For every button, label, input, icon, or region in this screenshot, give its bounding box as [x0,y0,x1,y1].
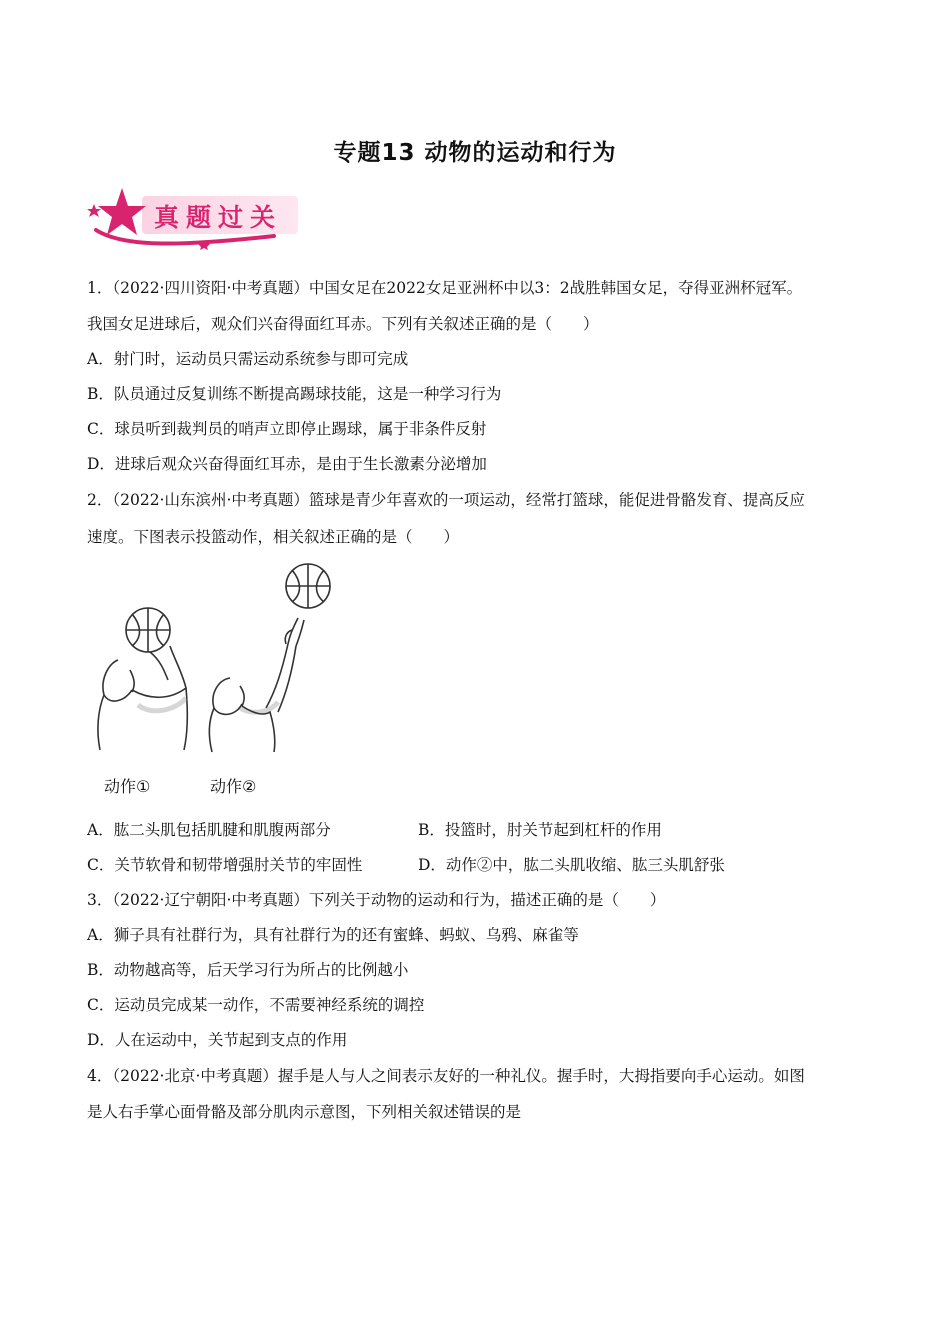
q4-stem-line1: 4．（2022·北京·中考真题）握手是人与人之间表示友好的一种礼仪。握手时，大拇指要向手心运动。如图 [87,1067,805,1085]
q2-option-a: A．肱二头肌包括肌腱和肌腹两部分 [87,821,331,839]
q3-stem-line1: 3．（2022·辽宁朝阳·中考真题）下列关于动物的运动和行为，描述正确的是（ ） [87,891,666,909]
q1-stem-line2: 我国女足进球后，观众们兴奋得面红耳赤。下列有关叙述正确的是（ ） [87,315,599,333]
q3-option-b: B．动物越高等，后天学习行为所占的比例越小 [87,961,409,979]
shooting-illustration [90,560,350,770]
q2-option-b: B．投篮时，肘关节起到杠杆的作用 [418,821,662,839]
q2-stem-line2: 速度。下图表示投篮动作，相关叙述正确的是（ ） [87,528,460,546]
q2-stem-line1: 2．（2022·山东滨州·中考真题）篮球是青少年喜欢的一项运动，经常打篮球，能促进骨骼发育、提高反应 [87,491,805,509]
basketball-figure [90,560,350,810]
q1-option-b: B．队员通过反复训练不断提高踢球技能，这是一种学习行为 [87,385,502,403]
q3-option-a: A．狮子具有社群行为，具有社群行为的还有蜜蜂、蚂蚁、乌鸦、麻雀等 [87,926,579,944]
section-banner [84,186,304,250]
figure-caption-2: 动作② [210,777,257,796]
page-title: 专题13 动物的运动和行为 [333,140,617,166]
q2-option-d: D．动作②中，肱二头肌收缩、肱三头肌舒张 [418,856,725,874]
q3-option-c: C．运动员完成某一动作，不需要神经系统的调控 [87,996,425,1014]
banner-label: 真题过关 [154,203,283,232]
q1-option-c: C．球员听到裁判员的哨声立即停止踢球，属于非条件反射 [87,420,487,438]
q3-option-d: D．人在运动中，关节起到支点的作用 [87,1031,348,1049]
q1-stem-line1: 1．（2022·四川资阳·中考真题）中国女足在2022女足亚洲杯中以3：2战胜韩国女足，夺得亚洲杯冠军。 [87,279,803,297]
q1-option-a: A．射门时，运动员只需运动系统参与即可完成 [87,350,409,368]
figure-caption-1: 动作① [104,777,151,796]
q4-stem-line2: 是人右手掌心面骨骼及部分肌肉示意图，下列相关叙述错误的是 [87,1103,522,1121]
q1-option-d: D．进球后观众兴奋得面红耳赤，是由于生长激素分泌增加 [87,455,487,473]
q2-option-c: C．关节软骨和韧带增强肘关节的牢固性 [87,856,363,874]
